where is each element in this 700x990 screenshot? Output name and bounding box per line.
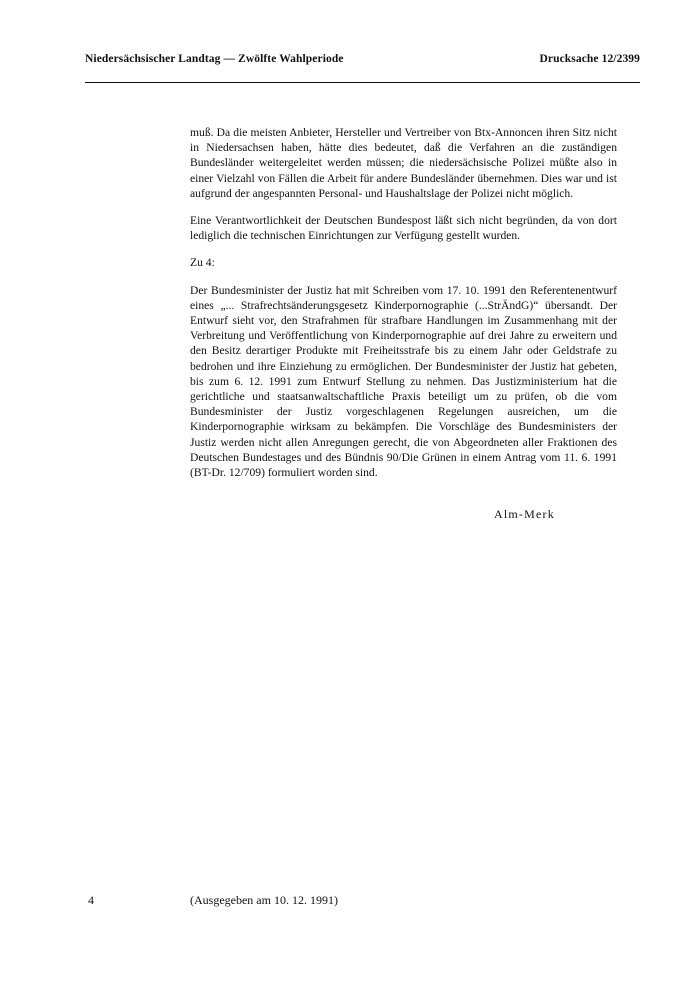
paragraph-bundesminister: Der Bundesminister der Justiz hat mit Schreiben vom 17. 10. 1991 den Referentenentwurf eines „... Strafrechtsänderungsgesetz Kinderpornographie (...StrÄndG)“ übersandt. Der Entwurf sieht vor, den Strafrahmen für strafbare Handlungen im Zusammenhang mit der Verbreitung und Veröffentlichung von Kinderpornographie auf drei Jahre zu erweitern und den Besitz derartiger Produkte mit Freiheitsstrafe bis zu einem Jahr oder Geldstrafe zu bedrohen und ihre Einziehung zu ermöglichen. Der Bundesminister der Justiz hat gebeten, bis zum 6. 12. 1991 zum Entwurf Stellung zu nehmen. Das Justizministerium hat die gerichtliche und staatsanwaltschaftliche Praxis beteiligt um zu prüfen, ob die vom Bundesminister der Justiz vorgeschlagenen Regelungen ausreichen, um die Kinderpornographie wirksam zu bekämpfen. Die Vorschläge des Bundesministers der Justiz werden nicht allen Anregungen gerecht, die von Abgeordneten aller Fraktionen des Deutschen Bundestages und des Bündnis 90/Die Grünen in einem Antrag vom 11. 6. 1991 (BT-Dr. 12/709) formuliert worden sind. <box>190 283 617 480</box>
paragraph-continuation: muß. Da die meisten Anbieter, Hersteller und Vertreiber von Btx-Annoncen ihren Sitz nicht in Niedersachsen haben, hätte dies bedeutet, daß die Verfahren an die zuständigen Bundesländer weitergeleitet werden müssen; die niedersächsische Polizei müßte also in einer Vielzahl von Fällen die Arbeit für andere Bundesländer übernehmen. Dies war und ist aufgrund der angespannten Personal- und Haushaltslage der Polizei nicht möglich. <box>190 126 617 200</box>
page-header <box>85 53 640 65</box>
page-number: 4 <box>88 893 94 907</box>
document-number: Drucksache 12/2399 <box>539 53 640 65</box>
issue-date-note: (Ausgegeben am 10. 12. 1991) <box>190 893 338 907</box>
header-rule <box>85 82 640 83</box>
header-title: Niedersächsischer Landtag — Zwölfte Wahlperiode <box>85 53 344 65</box>
body-text <box>190 125 617 492</box>
signature: Alm-Merk <box>494 507 555 521</box>
section-heading-zu-4: Zu 4: <box>190 256 215 270</box>
paragraph-bundespost: Eine Verantwortlichkeit der Deutschen Bundespost läßt sich nicht begründen, da von dort lediglich die technischen Einrichtungen zur Verfügung gestellt wurden. <box>190 214 617 243</box>
